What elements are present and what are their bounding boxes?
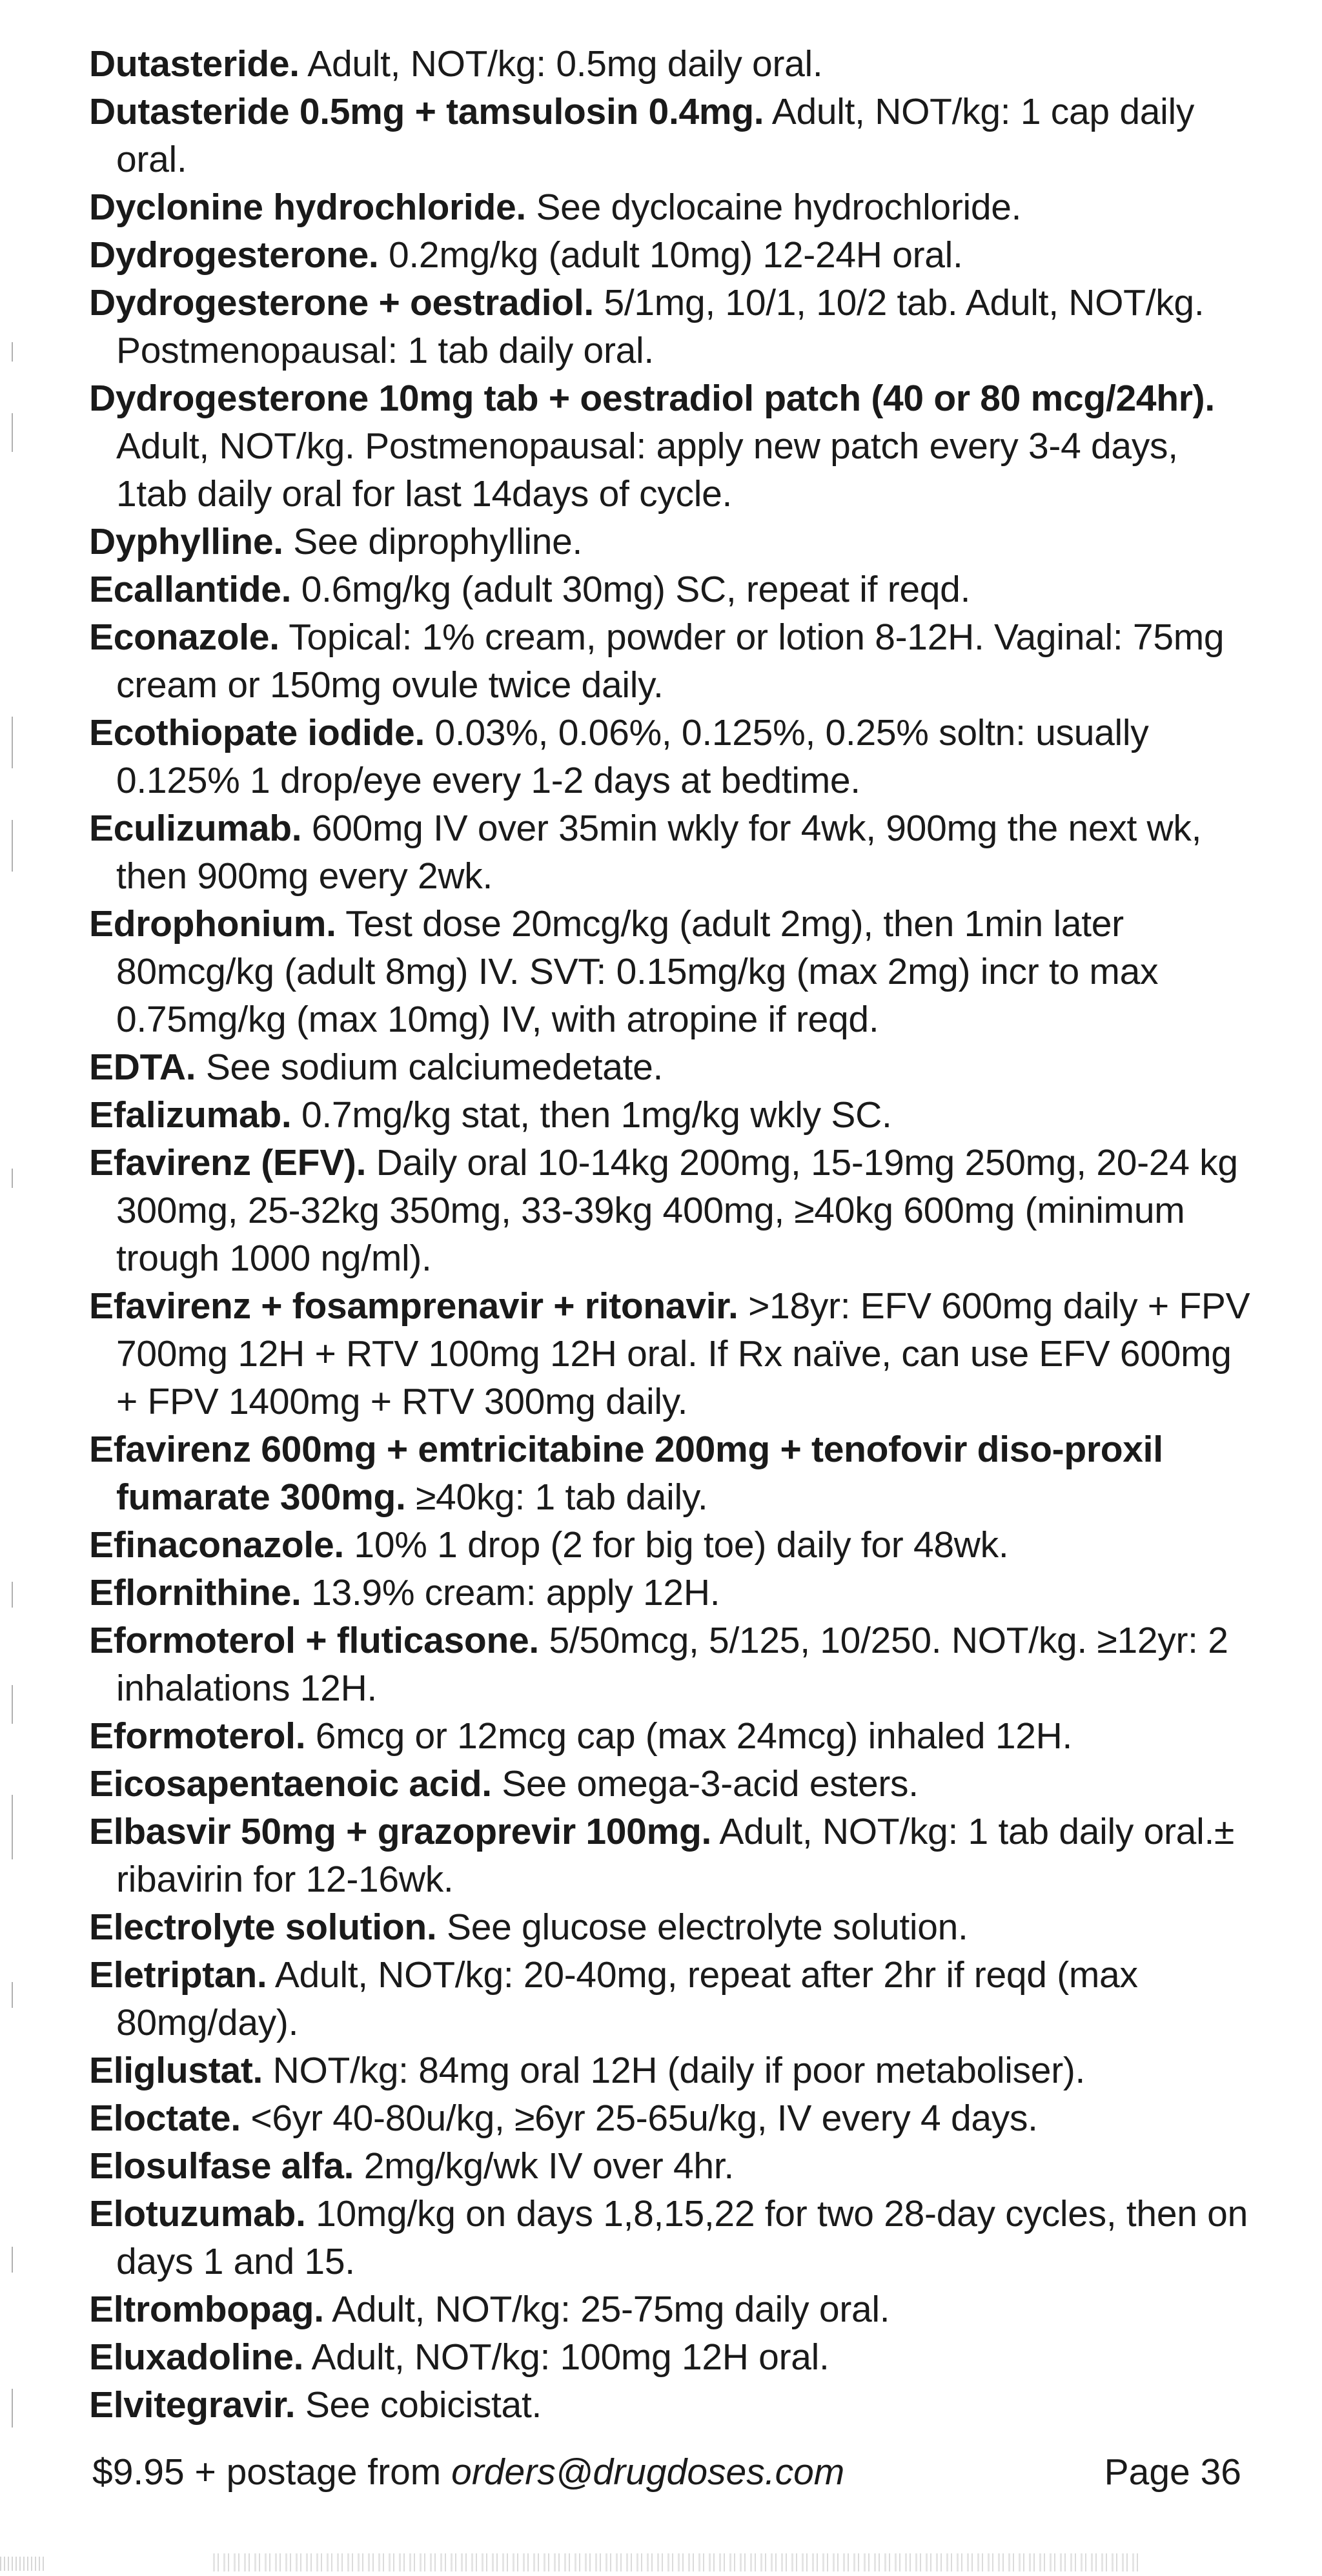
- page-number: Page 36: [1104, 2451, 1241, 2493]
- drug-name: Dyclonine hydrochloride.: [89, 187, 526, 228]
- drug-entry: [89, 518, 1251, 566]
- drug-dose-text: See cobicistat.: [295, 2384, 542, 2426]
- drug-entry: [89, 374, 1251, 518]
- scan-noise-strip: [213, 2553, 1143, 2571]
- drug-dose-text: Test dose 20mcg/kg (adult 2mg), then 1min later 80mcg/kg (adult 8mg) IV. SVT: 0.15mg/kg (max 2mg) incr to max 0.75mg/kg (max 10mg) IV, with atropine if reqd.: [116, 903, 1159, 1040]
- drug-entry: [89, 2142, 1251, 2190]
- drug-name: Econazole.: [89, 617, 280, 658]
- scan-noise-corner: [0, 2557, 45, 2571]
- drug-name: Ecallantide.: [89, 569, 292, 610]
- drug-dose-text: 0.6mg/kg (adult 30mg) SC, repeat if reqd.: [291, 569, 971, 610]
- drug-dose-text: Daily oral 10-14kg 200mg, 15-19mg 250mg, 20-24 kg 300mg, 25-32kg 350mg, 33-39kg 400mg, ≥40kg 600mg (minimum trough 1000 ng/ml).: [116, 1142, 1238, 1279]
- drug-dose-text: Adult, NOT/kg: 20-40mg, repeat after 2hr if reqd (max 80mg/day).: [116, 1954, 1138, 2043]
- drug-dose-text: See sodium calciumedetate.: [196, 1047, 664, 1088]
- drug-dose-text: 10mg/kg on days 1,8,15,22 for two 28-day cycles, then on days 1 and 15.: [116, 2193, 1248, 2282]
- drug-dose-text: Adult, NOT/kg: 1 cap daily oral.: [116, 91, 1195, 180]
- drug-dose-text: See diprophylline.: [283, 521, 583, 562]
- drug-entry: [89, 1617, 1251, 1712]
- drug-name: Eloctate.: [89, 2098, 241, 2139]
- drug-dose-text: 6mcg or 12mcg cap (max 24mcg) inhaled 12H.: [305, 1715, 1073, 1757]
- drug-dose-text: 0.2mg/kg (adult 10mg) 12-24H oral.: [378, 234, 963, 276]
- drug-entry: [89, 613, 1251, 709]
- drug-dose-text: Adult, NOT/kg: 25-75mg daily oral.: [323, 2289, 890, 2330]
- drug-entry: [89, 2285, 1251, 2333]
- drug-name: Dutasteride 0.5mg + tamsulosin 0.4mg.: [89, 91, 764, 132]
- drug-entry: [89, 2381, 1251, 2429]
- drug-name: Edrophonium.: [89, 903, 336, 945]
- page-footer: [92, 2448, 1241, 2496]
- drug-name: Elotuzumab.: [89, 2193, 306, 2234]
- drug-entry: [89, 2047, 1251, 2094]
- drug-name: Dydrogesterone + oestradiol.: [89, 282, 594, 323]
- drug-dose-text: Adult, NOT/kg: 100mg 12H oral.: [303, 2336, 829, 2378]
- drug-dose-text: ≥40kg: 1 tab daily.: [405, 1477, 708, 1518]
- drug-name: Eformoterol.: [89, 1715, 306, 1757]
- drug-name: Efavirenz (EFV).: [89, 1142, 367, 1183]
- drug-dose-text: Adult, NOT/kg: 1 tab daily oral.± ribavirin for 12-16wk.: [116, 1811, 1234, 1900]
- drug-name: Eformoterol + fluticasone.: [89, 1620, 539, 1661]
- drug-dose-text: 13.9% cream: apply 12H.: [301, 1572, 720, 1613]
- drug-name: Electrolyte solution.: [89, 1906, 437, 1948]
- drug-entry: [89, 1569, 1251, 1617]
- drug-name: Ecothiopate iodide.: [89, 712, 425, 753]
- drug-entry: [89, 231, 1251, 279]
- drug-name: Efavirenz + fosamprenavir + ritonavir.: [89, 1285, 738, 1327]
- drug-name: Eletriptan.: [89, 1954, 267, 1996]
- drug-entry: [89, 88, 1251, 183]
- drug-name: EDTA.: [89, 1047, 196, 1088]
- drug-dose-list: [89, 40, 1251, 2429]
- drug-entry: [89, 279, 1251, 374]
- drug-name: Efalizumab.: [89, 1094, 292, 1136]
- drug-name: Eflornithine.: [89, 1572, 301, 1613]
- scan-edge-marks: [12, 0, 14, 2576]
- drug-entry: [89, 1808, 1251, 1903]
- drug-name: Efavirenz 600mg + emtricitabine 200mg + tenofovir diso-proxil fumarate 300mg.: [89, 1429, 1163, 1518]
- drug-entry: [89, 804, 1251, 900]
- drug-entry: [89, 709, 1251, 804]
- drug-dose-text: NOT/kg: 84mg oral 12H (daily if poor metaboliser).: [263, 2050, 1086, 2091]
- drug-entry: [89, 1951, 1251, 2047]
- drug-dose-text: <6yr 40-80u/kg, ≥6yr 25-65u/kg, IV every 4 days.: [240, 2098, 1038, 2139]
- drug-dose-text: 0.7mg/kg stat, then 1mg/kg wkly SC.: [291, 1094, 892, 1136]
- drug-dose-text: 5/50mcg, 5/125, 10/250. NOT/kg. ≥12yr: 2 inhalations 12H.: [116, 1620, 1228, 1709]
- drug-name: Elosulfase alfa.: [89, 2145, 354, 2187]
- drug-name: Dydrogesterone.: [89, 234, 379, 276]
- drug-entry: [89, 1282, 1251, 1426]
- drug-name: Eculizumab.: [89, 808, 302, 849]
- drug-entry: [89, 1903, 1251, 1951]
- drug-name: Eluxadoline.: [89, 2336, 304, 2378]
- drug-entry: [89, 900, 1251, 1043]
- drug-dose-text: Adult, NOT/kg. Postmenopausal: apply new patch every 3-4 days, 1tab daily oral for last 14days of cycle.: [116, 425, 1178, 515]
- drug-name: Dyphylline.: [89, 521, 283, 562]
- footer-price: $9.95 + postage from: [92, 2451, 452, 2493]
- drug-entry: [89, 2190, 1251, 2285]
- drug-dose-text: See dyclocaine hydrochloride.: [525, 187, 1022, 228]
- drug-name: Dydrogesterone 10mg tab + oestradiol patch (40 or 80 mcg/24hr).: [89, 378, 1215, 419]
- drug-entry: [89, 1139, 1251, 1282]
- drug-entry: [89, 1760, 1251, 1808]
- drug-entry: [89, 183, 1251, 231]
- drug-entry: [89, 40, 1251, 88]
- drug-name: Eicosapentaenoic acid.: [89, 1763, 492, 1804]
- footer-order-info: [92, 2448, 844, 2496]
- drug-dose-text: >18yr: EFV 600mg daily + FPV 700mg 12H + RTV 100mg 12H oral. If Rx naïve, can use EFV 600mg + FPV 1400mg + RTV 300mg daily.: [116, 1285, 1250, 1422]
- drug-dose-text: 600mg IV over 35min wkly for 4wk, 900mg the next wk, then 900mg every 2wk.: [116, 808, 1202, 897]
- drug-dose-text: 0.03%, 0.06%, 0.125%, 0.25% soltn: usually 0.125% 1 drop/eye every 1-2 days at bedtime.: [116, 712, 1149, 801]
- drug-name: Eltrombopag.: [89, 2289, 324, 2330]
- drug-dose-text: See glucose electrolyte solution.: [436, 1906, 968, 1948]
- drug-entry: [89, 566, 1251, 613]
- drug-dose-text: 10% 1 drop (2 for big toe) daily for 48wk.: [343, 1524, 1009, 1566]
- drug-name: Dutasteride.: [89, 43, 300, 85]
- drug-name: Efinaconazole.: [89, 1524, 344, 1566]
- drug-name: Eliglustat.: [89, 2050, 263, 2091]
- drug-dose-text: Topical: 1% cream, powder or lotion 8-12H. Vaginal: 75mg cream or 150mg ovule twice daily.: [116, 617, 1225, 706]
- drug-dose-text: See omega-3-acid esters.: [491, 1763, 919, 1804]
- drug-entry: [89, 1521, 1251, 1569]
- drug-dose-text: 5/1mg, 10/1, 10/2 tab. Adult, NOT/kg. Postmenopausal: 1 tab daily oral.: [116, 282, 1205, 371]
- footer-email: orders@drugdoses.com: [451, 2451, 845, 2493]
- drug-entry: [89, 1426, 1251, 1521]
- drug-entry: [89, 2333, 1251, 2381]
- drug-dose-text: Adult, NOT/kg: 0.5mg daily oral.: [299, 43, 823, 85]
- drug-name: Elvitegravir.: [89, 2384, 296, 2426]
- drug-entry: [89, 2094, 1251, 2142]
- drug-name: Elbasvir 50mg + grazoprevir 100mg.: [89, 1811, 712, 1852]
- drug-dose-text: 2mg/kg/wk IV over 4hr.: [354, 2145, 734, 2187]
- drug-entry: [89, 1091, 1251, 1139]
- drug-entry: [89, 1043, 1251, 1091]
- drug-entry: [89, 1712, 1251, 1760]
